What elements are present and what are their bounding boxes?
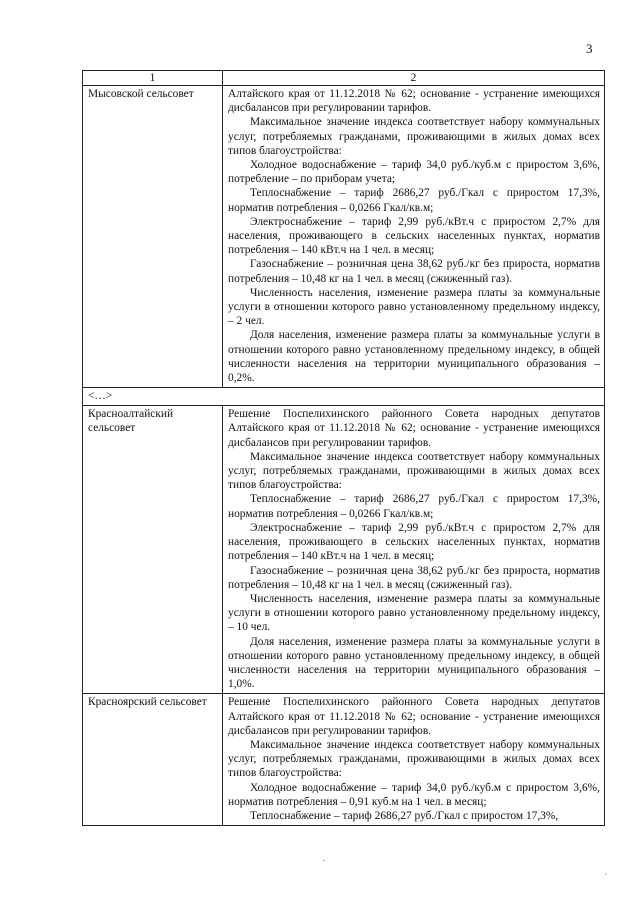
paragraph: Газоснабжение – розничная цена 38,62 руб./кг без прироста, норматив потребления – 10,48 кг на 1 чел. в месяц (сжиженный газ). bbox=[228, 258, 600, 285]
paragraph: Численность населения, изменение размера платы за коммунальные услуги в отношении которого равно установленному предельному индексу, – 10 чел. bbox=[228, 592, 600, 634]
paragraph: Холодное водоснабжение – тариф 34,0 руб./куб.м с приростом 3,6%, норматив потребления – 0,91 куб.м на 1 чел. в месяц; bbox=[228, 781, 600, 808]
scan-speck: · bbox=[322, 856, 326, 867]
paragraph: Доля населения, изменение размера платы за коммунальные услуги в отношении которого равно установленному предельному индексу, в общей численности населения на территории муниципального образования – 1,0%. bbox=[228, 635, 600, 691]
table-row-mysovskoy bbox=[83, 86, 605, 388]
page-number: 3 bbox=[586, 41, 593, 56]
paragraph: Электроснабжение – тариф 2,99 руб./кВт.ч с приростом 2,7% для населения, проживающего в сельских населенных пунктах, норматив потребления – 140 кВт.ч на 1 чел. в месяц; bbox=[228, 215, 600, 257]
table-row-krasnoaltaysky bbox=[83, 406, 605, 694]
paragraph: Электроснабжение – тариф 2,99 руб./кВт.ч с приростом 2,7% для населения, проживающего в сельских населенных пунктах, норматив потребления – 140 кВт.ч на 1 чел. в месяц; bbox=[228, 521, 600, 563]
scan-speck: · bbox=[604, 870, 608, 881]
paragraph: Максимальное значение индекса соответствует набору коммунальных услуг, потребляемых гражданами, проживающими в жилых домах всех типов благоустройства: bbox=[228, 450, 600, 492]
ellipsis-text: <…> bbox=[83, 388, 605, 406]
paragraph: Максимальное значение индекса соответствует набору коммунальных услуг, потребляемых гражданами, проживающими в жилых домах всех типов благоустройства: bbox=[228, 738, 600, 780]
column-header-2: 2 bbox=[223, 71, 605, 86]
table-row-krasnoyarsky bbox=[83, 694, 605, 826]
paragraph: Максимальное значение индекса соответствует набору коммунальных услуг, потребляемых гражданами, проживающими в жилых домах всех типов благоустройства: bbox=[228, 116, 600, 157]
paragraph: Доля населения, изменение размера платы за коммунальные услуги в отношении которого равно установленному предельному индексу, в общей численности населения на территории муниципального образования – 0,2%. bbox=[228, 329, 600, 385]
paragraph: Теплоснабжение – тариф 2686,27 руб./Гкал с приростом 17,3%, bbox=[250, 809, 559, 822]
municipality-name: Мысовской сельсовет bbox=[83, 86, 223, 388]
paragraph: Решение Поспелихинского районного Совета народных депутатов Алтайского края от 11.12.2018 № 62; основание - устранение имеющихся дисбалансов при регулировании тарифов. bbox=[228, 408, 600, 449]
municipality-name: Красноалтайский сельсовет bbox=[83, 406, 223, 694]
omitted-rows-marker bbox=[83, 388, 605, 406]
paragraph: Газоснабжение – розничная цена 38,62 руб./кг без прироста, норматив потребления – 10,48 кг на 1 чел. в месяц (сжиженный газ). bbox=[228, 564, 600, 591]
paragraph: Теплоснабжение – тариф 2686,27 руб./Гкал с приростом 17,3%, норматив потребления – 0,0266 Гкал/кв.м; bbox=[228, 187, 600, 214]
paragraph: Алтайского края от 11.12.2018 № 62; основание - устранение имеющихся дисбалансов при регулировании тарифов. bbox=[228, 88, 600, 115]
paragraph: Холодное водоснабжение – тариф 34,0 руб./куб.м с приростом 3,6%, потребление – по приборам учета; bbox=[228, 159, 600, 186]
tariff-description bbox=[223, 694, 605, 826]
header-row bbox=[83, 71, 605, 86]
tariff-table-container bbox=[82, 70, 604, 826]
paragraph: Численность населения, изменение размера платы за коммунальные услуги в отношении которого равно установленному предельному индексу, – 2 чел. bbox=[228, 286, 600, 328]
tariff-table bbox=[82, 70, 605, 826]
column-header-1: 1 bbox=[83, 71, 223, 86]
tariff-description bbox=[223, 86, 605, 388]
paragraph: Решение Поспелихинского районного Совета народных депутатов Алтайского края от 11.12.2018 № 62; основание - устранение имеющихся дисбалансов при регулировании тарифов. bbox=[228, 696, 600, 737]
paragraph: Теплоснабжение – тариф 2686,27 руб./Гкал с приростом 17,3%, норматив потребления – 0,0266 Гкал/кв.м; bbox=[228, 493, 600, 520]
municipality-name: Красноярский сельсовет bbox=[83, 694, 223, 826]
tariff-description bbox=[223, 406, 605, 694]
